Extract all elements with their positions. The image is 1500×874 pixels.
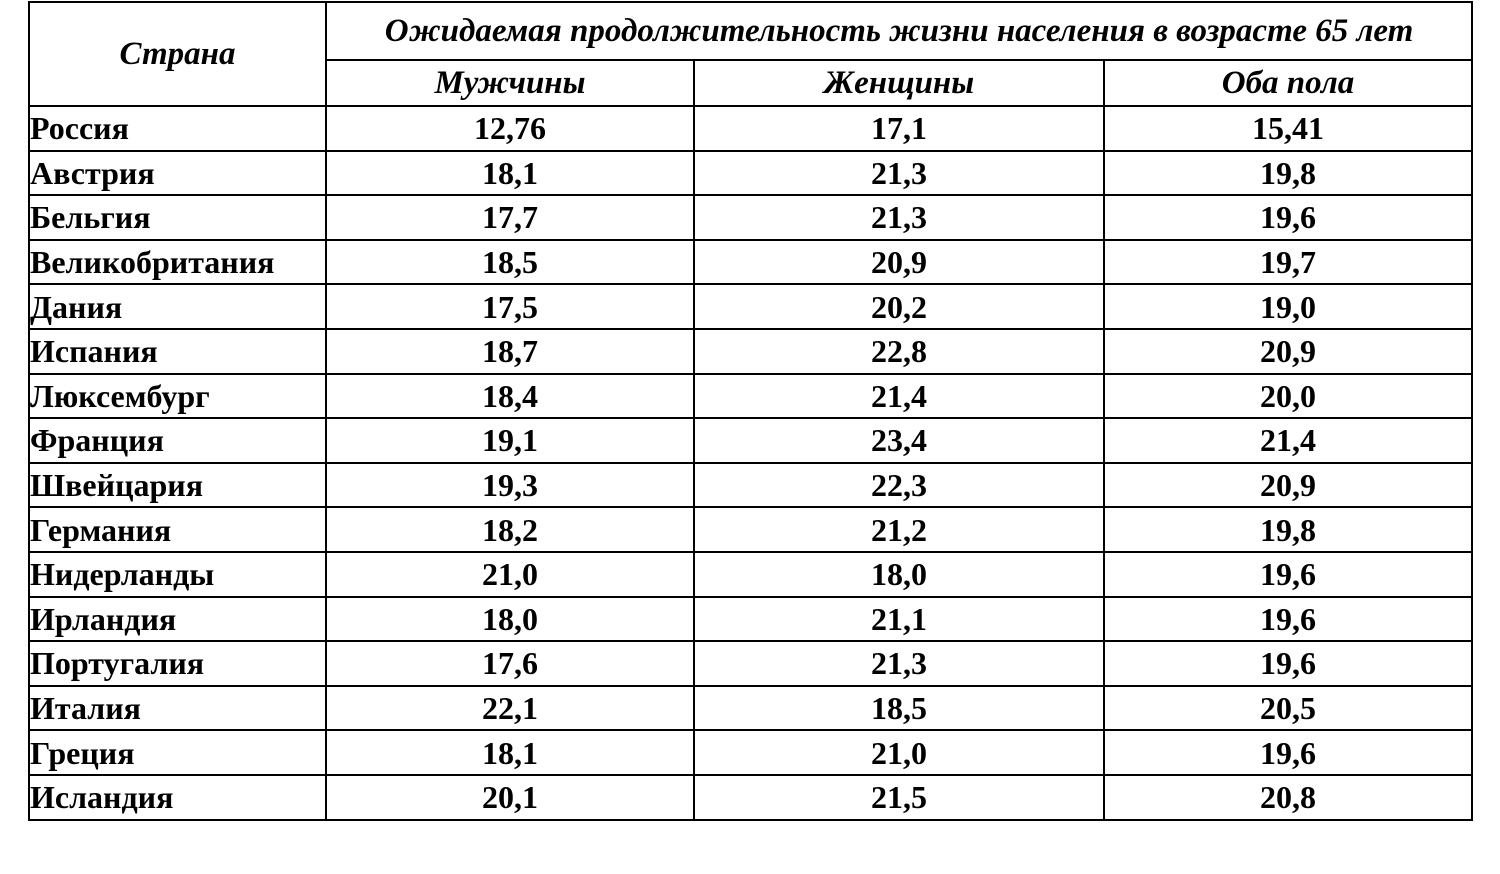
country-column-header: Страна bbox=[29, 2, 326, 106]
table-row bbox=[29, 775, 1472, 820]
country-cell: Франция bbox=[29, 418, 326, 463]
both-value-cell: 19,8 bbox=[1104, 507, 1472, 552]
men-value-cell: 21,0 bbox=[326, 552, 694, 597]
table-row bbox=[29, 329, 1472, 374]
men-value-cell: 17,7 bbox=[326, 195, 694, 240]
men-value-cell: 17,5 bbox=[326, 284, 694, 329]
both-value-cell: 19,6 bbox=[1104, 597, 1472, 642]
table-row bbox=[29, 686, 1472, 731]
men-value-cell: 18,4 bbox=[326, 374, 694, 419]
country-cell: Люксембург bbox=[29, 374, 326, 419]
men-value-cell: 17,6 bbox=[326, 641, 694, 686]
table-row bbox=[29, 284, 1472, 329]
women-value-cell: 22,8 bbox=[694, 329, 1104, 374]
table-row bbox=[29, 418, 1472, 463]
both-value-cell: 19,7 bbox=[1104, 240, 1472, 285]
women-value-cell: 20,9 bbox=[694, 240, 1104, 285]
men-value-cell: 18,5 bbox=[326, 240, 694, 285]
women-value-cell: 18,5 bbox=[694, 686, 1104, 731]
table-row bbox=[29, 463, 1472, 508]
both-value-cell: 20,9 bbox=[1104, 463, 1472, 508]
women-value-cell: 18,0 bbox=[694, 552, 1104, 597]
table-body bbox=[29, 106, 1472, 820]
table-row bbox=[29, 374, 1472, 419]
table-header bbox=[29, 2, 1472, 106]
women-value-cell: 21,0 bbox=[694, 730, 1104, 775]
country-cell: Италия bbox=[29, 686, 326, 731]
country-cell: Исландия bbox=[29, 775, 326, 820]
country-cell: Германия bbox=[29, 507, 326, 552]
country-cell: Швейцария bbox=[29, 463, 326, 508]
table-row bbox=[29, 552, 1472, 597]
table-row bbox=[29, 195, 1472, 240]
women-value-cell: 23,4 bbox=[694, 418, 1104, 463]
men-value-cell: 18,1 bbox=[326, 730, 694, 775]
both-value-cell: 19,6 bbox=[1104, 730, 1472, 775]
both-column-header: Оба пола bbox=[1104, 60, 1472, 106]
both-value-cell: 20,9 bbox=[1104, 329, 1472, 374]
both-value-cell: 20,0 bbox=[1104, 374, 1472, 419]
country-cell: Великобритания bbox=[29, 240, 326, 285]
men-value-cell: 18,0 bbox=[326, 597, 694, 642]
country-cell: Бельгия bbox=[29, 195, 326, 240]
country-cell: Дания bbox=[29, 284, 326, 329]
life-expectancy-table bbox=[28, 1, 1473, 821]
table-row bbox=[29, 597, 1472, 642]
both-value-cell: 19,8 bbox=[1104, 151, 1472, 196]
men-value-cell: 18,1 bbox=[326, 151, 694, 196]
men-value-cell: 22,1 bbox=[326, 686, 694, 731]
women-value-cell: 21,3 bbox=[694, 195, 1104, 240]
women-value-cell: 21,5 bbox=[694, 775, 1104, 820]
women-value-cell: 20,2 bbox=[694, 284, 1104, 329]
men-value-cell: 18,7 bbox=[326, 329, 694, 374]
both-value-cell: 21,4 bbox=[1104, 418, 1472, 463]
table-row bbox=[29, 507, 1472, 552]
both-value-cell: 20,5 bbox=[1104, 686, 1472, 731]
both-value-cell: 19,6 bbox=[1104, 552, 1472, 597]
women-value-cell: 17,1 bbox=[694, 106, 1104, 151]
table-row bbox=[29, 151, 1472, 196]
men-column-header: Мужчины bbox=[326, 60, 694, 106]
women-column-header: Женщины bbox=[694, 60, 1104, 106]
both-value-cell: 19,6 bbox=[1104, 641, 1472, 686]
women-value-cell: 21,2 bbox=[694, 507, 1104, 552]
country-cell: Нидерланды bbox=[29, 552, 326, 597]
table-row bbox=[29, 730, 1472, 775]
men-value-cell: 20,1 bbox=[326, 775, 694, 820]
country-cell: Россия bbox=[29, 106, 326, 151]
country-cell: Испания bbox=[29, 329, 326, 374]
women-value-cell: 21,3 bbox=[694, 641, 1104, 686]
women-value-cell: 21,4 bbox=[694, 374, 1104, 419]
men-value-cell: 18,2 bbox=[326, 507, 694, 552]
table-row bbox=[29, 240, 1472, 285]
both-value-cell: 15,41 bbox=[1104, 106, 1472, 151]
men-value-cell: 19,1 bbox=[326, 418, 694, 463]
women-value-cell: 21,3 bbox=[694, 151, 1104, 196]
country-cell: Австрия bbox=[29, 151, 326, 196]
header-row-main bbox=[29, 2, 1472, 60]
men-value-cell: 19,3 bbox=[326, 463, 694, 508]
group-column-header: Ожидаемая продолжительность жизни населения в возрасте 65 лет bbox=[326, 2, 1472, 60]
country-cell: Португалия bbox=[29, 641, 326, 686]
both-value-cell: 19,6 bbox=[1104, 195, 1472, 240]
country-cell: Ирландия bbox=[29, 597, 326, 642]
table-row bbox=[29, 106, 1472, 151]
women-value-cell: 21,1 bbox=[694, 597, 1104, 642]
women-value-cell: 22,3 bbox=[694, 463, 1104, 508]
both-value-cell: 19,0 bbox=[1104, 284, 1472, 329]
table-row bbox=[29, 641, 1472, 686]
country-cell: Греция bbox=[29, 730, 326, 775]
both-value-cell: 20,8 bbox=[1104, 775, 1472, 820]
men-value-cell: 12,76 bbox=[326, 106, 694, 151]
